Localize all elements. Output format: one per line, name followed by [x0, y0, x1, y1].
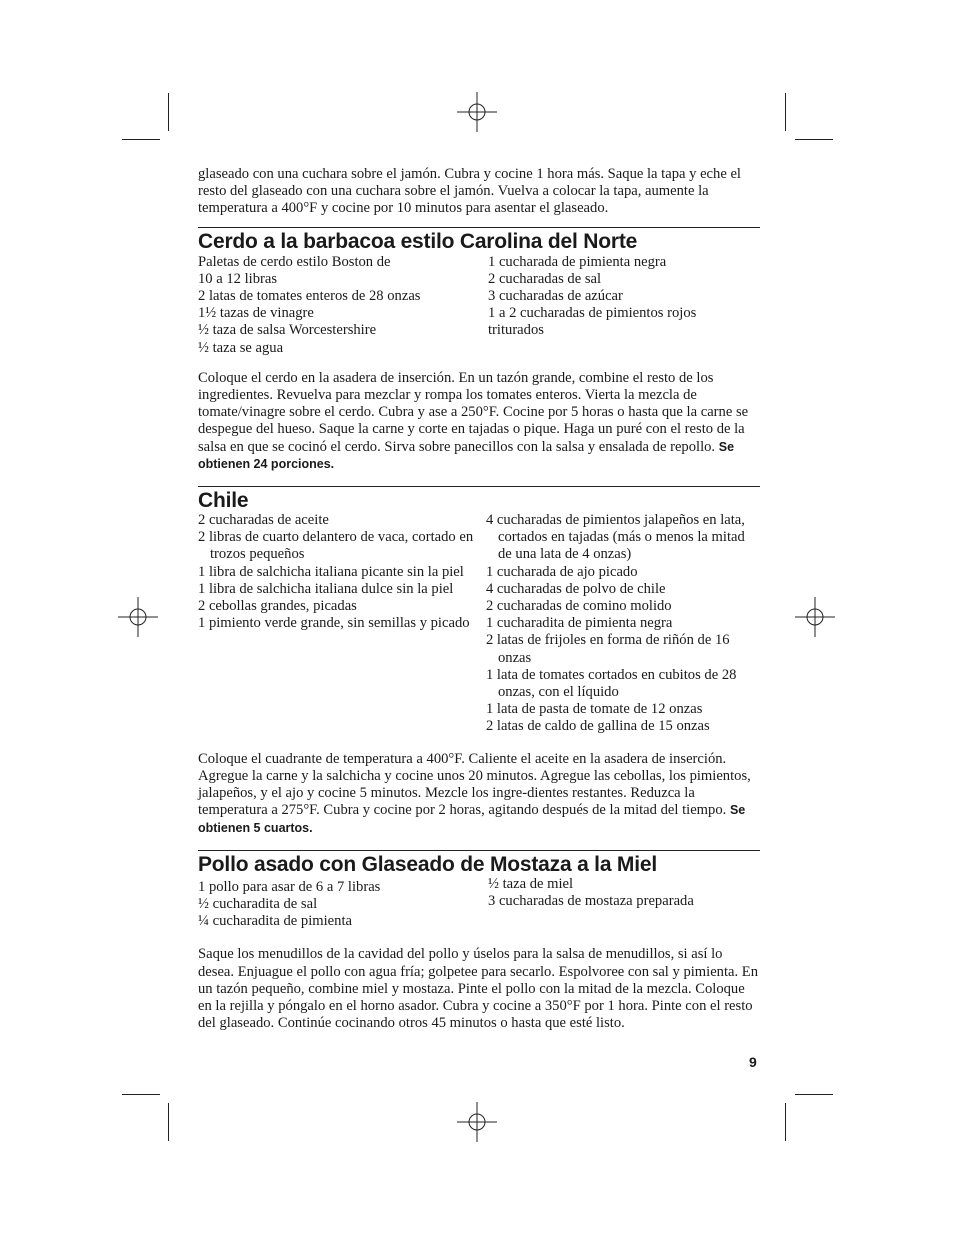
ingredient: 2 latas de tomates enteros de 28 onzas — [198, 288, 421, 305]
ingredients-right — [486, 512, 760, 736]
recipe-section — [198, 486, 760, 837]
registration-mark-icon — [457, 92, 497, 132]
yield: Se obtienen 24 porciones. — [198, 439, 735, 471]
ingredient: Paletas de cerdo estilo Boston de — [198, 253, 391, 270]
ingredient: 2 latas de frijoles en forma de riñón de 16 onzas — [485, 632, 730, 666]
crop-mark — [122, 1094, 160, 1095]
ingredient: 1 cucharadita de pimienta negra — [485, 615, 673, 632]
ingredient: 2 cucharadas de comino molido — [485, 598, 672, 615]
instructions-text: Coloque el cerdo en la asadera de inserción. En un tazón grande, combine el resto de los ingredientes. Revuelva para mezclar y rompa los tomates enteros. Vierta la mezcla de tomate/vinagre sobre el cerdo. Cubra y ase a 250°F. Cocine por 5 horas o hasta que la carne se despegue del hueso. Saque la carne y corte en tajadas o pique. Haga un puré con el resto de la salsa en que se cocinó el cerdo. Sirva sobre panecillos con la salsa y ensalada de repollo. — [198, 369, 749, 455]
intro-paragraph: glaseado con una cuchara sobre el jamón. Cubra y cocine 1 hora más. Saque la tapa y eche el resto del glaseado con una cuchara sobre el jamón. Vuelva a colocar la tapa, aumente la temperatura a 400°F y cocine por 10 minutos para asentar el glaseado. — [198, 166, 741, 217]
registration-mark-icon — [457, 1102, 497, 1142]
instructions — [198, 370, 760, 473]
crop-mark — [795, 139, 833, 140]
ingredient: 1½ tazas de vinagre — [198, 305, 314, 322]
ingredient: 1 libra de salchicha italiana picante sin la piel — [198, 563, 464, 580]
ingredient: 1 lata de pasta de tomate de 12 onzas — [485, 701, 703, 718]
recipe-title: Chile — [198, 489, 249, 513]
ingredient: 1 a 2 cucharadas de pimientos rojos — [488, 305, 697, 322]
ingredients — [198, 876, 760, 931]
ingredient: ½ cucharadita de sal — [198, 895, 318, 912]
crop-mark — [785, 93, 786, 131]
ingredient: 1 libra de salchicha italiana dulce sin la piel — [198, 580, 454, 597]
ingredient: 2 cebollas grandes, picadas — [198, 598, 357, 615]
ingredient: ½ taza de salsa Worcestershire — [198, 322, 377, 339]
page-number: 9 — [749, 1054, 757, 1070]
registration-mark-icon — [795, 597, 835, 637]
ingredients — [198, 254, 760, 357]
instructions — [198, 751, 760, 837]
ingredients-left — [198, 254, 488, 357]
recipe-section — [198, 227, 760, 473]
ingredient: 1 lata de tomates cortados en cubitos de 28 onzas, con el líquido — [485, 666, 737, 701]
ingredient: triturados — [488, 322, 544, 339]
ingredient: 3 cucharadas de azúcar — [488, 288, 623, 305]
ingredient: 1 pollo para asar de 6 a 7 libras — [198, 878, 381, 895]
ingredient: 4 cucharadas de polvo de chile — [485, 580, 666, 597]
ingredient: 1 cucharada de pimienta negra — [488, 253, 667, 270]
ingredients-left — [198, 512, 486, 736]
ingredients — [198, 512, 760, 736]
recipe-section — [198, 850, 760, 1033]
recipe-title: Pollo asado con Glaseado de Mostaza a la Miel — [198, 852, 657, 876]
ingredient: 1 pimiento verde grande, sin semillas y picado — [198, 615, 470, 632]
crop-mark — [168, 1103, 169, 1141]
ingredient: 2 cucharadas de aceite — [198, 512, 329, 529]
ingredient: ½ taza se agua — [198, 339, 284, 356]
instructions — [198, 946, 760, 1032]
ingredient: 3 cucharadas de mostaza preparada — [488, 892, 694, 909]
ingredient: 2 cucharadas de sal — [488, 270, 602, 287]
ingredient: 4 cucharadas de pimientos jalapeños en lata, cortados en tajadas (más o menos la mitad de una lata de 4 onzas) — [485, 512, 745, 563]
instructions-text: Coloque el cuadrante de temperatura a 400°F. Caliente el aceite en la asadera de inserción. Agregue la carne y la salchicha y cocine unos 20 minutos. Agregue las cebollas, los pimientos, jalapeños, y el ajo y cocine 5 minutos. Mezcle los ingre-dientes restantes. Reduzca la temperatura a 275°F. Cubra y cocine por 2 horas, agitando después de la mitad del tiempo. — [198, 750, 751, 819]
ingredient: ½ taza de miel — [488, 875, 574, 892]
ingredient: 1 cucharada de ajo picado — [485, 563, 638, 580]
ingredient: 2 libras de cuarto delantero de vaca, cortado en trozos pequeños — [198, 529, 474, 563]
instructions-text: Saque los menudillos de la cavidad del pollo y úselos para la salsa de menudillos, si así lo desea. Enjuague el pollo con agua fría; golpetee para secarlo. Espolvoree con sal y pimienta. En un tazón pequeño, combine miel y mostaza. Pinte el pollo con la mitad de la mezcla. Coloque en la rejilla y póngalo en el horno asador. Cubra y cocine a 350°F por 1 hora. Pinte con el resto del glaseado. Continúe cocinando otros 45 minutos o hasta que esté listo. — [198, 946, 759, 1032]
crop-mark — [795, 1094, 833, 1095]
section-divider — [198, 486, 760, 487]
ingredient: 2 latas de caldo de gallina de 15 onzas — [485, 718, 710, 735]
page-content — [198, 166, 760, 1032]
ingredient: 10 a 12 libras — [198, 270, 278, 287]
crop-mark — [122, 139, 160, 140]
ingredients-right — [488, 254, 760, 357]
ingredients-left — [198, 876, 488, 931]
section-divider — [198, 227, 760, 228]
yield: Se obtienen 5 cuartos. — [198, 803, 746, 835]
crop-mark — [785, 1103, 786, 1141]
registration-mark-icon — [118, 597, 158, 637]
crop-mark — [168, 93, 169, 131]
ingredient: ¼ cucharadita de pimienta — [198, 913, 352, 930]
section-divider — [198, 850, 760, 851]
ingredients-right — [488, 876, 760, 931]
recipe-title: Cerdo a la barbacoa estilo Carolina del Norte — [198, 229, 638, 253]
